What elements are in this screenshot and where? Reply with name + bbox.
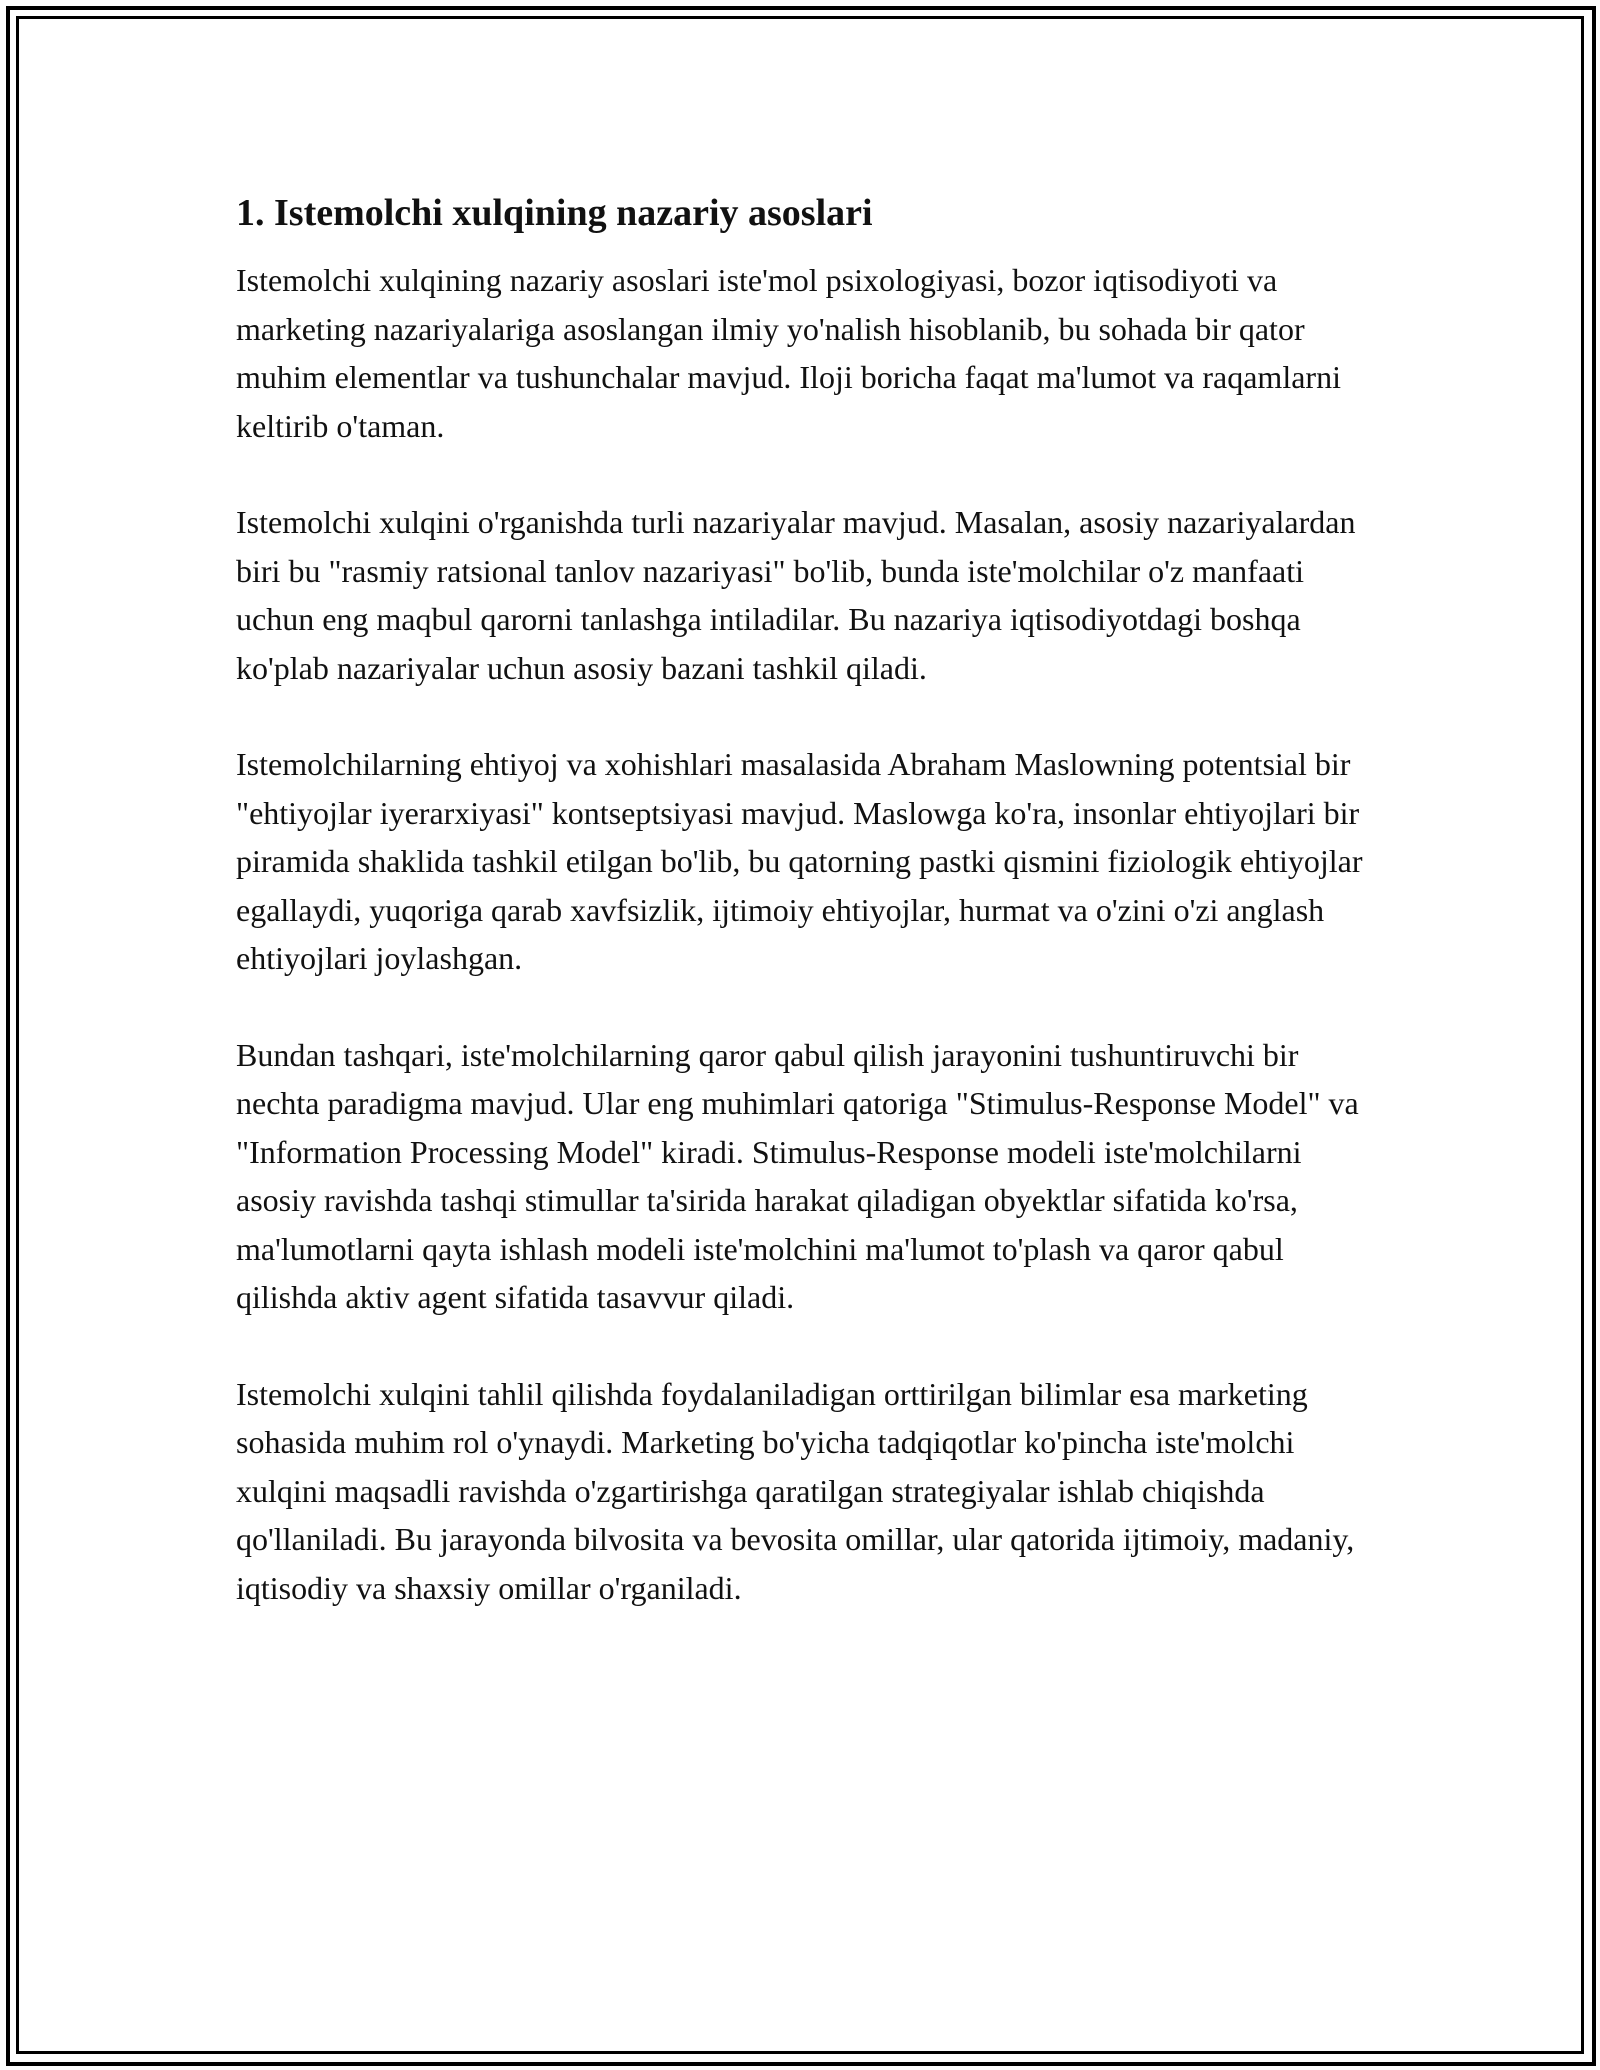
paragraph-4: Bundan tashqari, iste'molchilarning qaror qabul qilish jarayonini tushuntiruvchi bir nechta paradigma mavjud. Ular eng muhimlari qatoriga "Stimulus-Response Model" va "Information Processing Model" kiradi. Stimulus-Response modeli iste'molchilarni asosiy ravishda tashqi stimullar ta'sirida harakat qiladigan obyektlar sifatida ko'rsa, ma'lumotlarni qayta ishlash modeli iste'molchini ma'lumot to'plash va qaror qabul qilishda aktiv agent sifatida tasavvur qiladi.	[236, 1036, 1359, 1315]
paragraph-1: Istemolchi xulqining nazariy asoslari iste'mol psixologiyasi, bozor iqtisodiyoti va marketing nazariyalariga asoslangan ilmiy yo'nalish hisoblanib, bu sohada bir qator muhim elementlar va tushunchalar mavjud. Iloji boricha faqat ma'lumot va raqamlarni keltirib o'taman.	[236, 262, 1341, 444]
section-heading: 1. Istemolchi xulqining nazariy asoslari	[236, 192, 873, 234]
paragraph-3: Istemolchilarning ehtiyoj va xohishlari masalasida Abraham Maslowning potentsial bir "ehtiyojlar iyerarxiyasi" kontseptsiyasi mavjud. Maslowga ko'ra, insonlar ehtiyojlari bir piramida shaklida tashkil etilgan bo'lib, bu qatorning pastki qismini fiziologik ehtiyojlar egallaydi, yuqoriga qarab xavfsizlik, ijtimoiy ehtiyojlar, hurmat va o'zini o'zi anglash ehtiyojlari joylashgan.	[236, 746, 1363, 976]
document-body	[236, 186, 1366, 1660]
paragraph-5: Istemolchi xulqini tahlil qilishda foydalaniladigan orttirilgan bilimlar esa marketing sohasida muhim rol o'ynaydi. Marketing bo'yicha tadqiqotlar ko'pincha iste'molchi xulqini maqsadli ravishda o'zgartirishga qaratilgan strategiyalar ishlab chiqishda qo'llaniladi. Bu jarayonda bilvosita va bevosita omillar, ular qatorida ijtimoiy, madaniy, iqtisodiy va shaxsiy omillar o'rganiladi.	[236, 1375, 1355, 1606]
paragraph-2: Istemolchi xulqini o'rganishda turli nazariyalar mavjud. Masalan, asosiy nazariyalardan biri bu "rasmiy ratsional tanlov nazariyasi" bo'lib, bunda iste'molchilar o'z manfaati uchun eng maqbul qarorni tanlashga intiladilar. Bu nazariya iqtisodiyotdagi boshqa ko'plab nazariyalar uchun asosiy bazani tashkil qiladi.	[236, 504, 1356, 686]
